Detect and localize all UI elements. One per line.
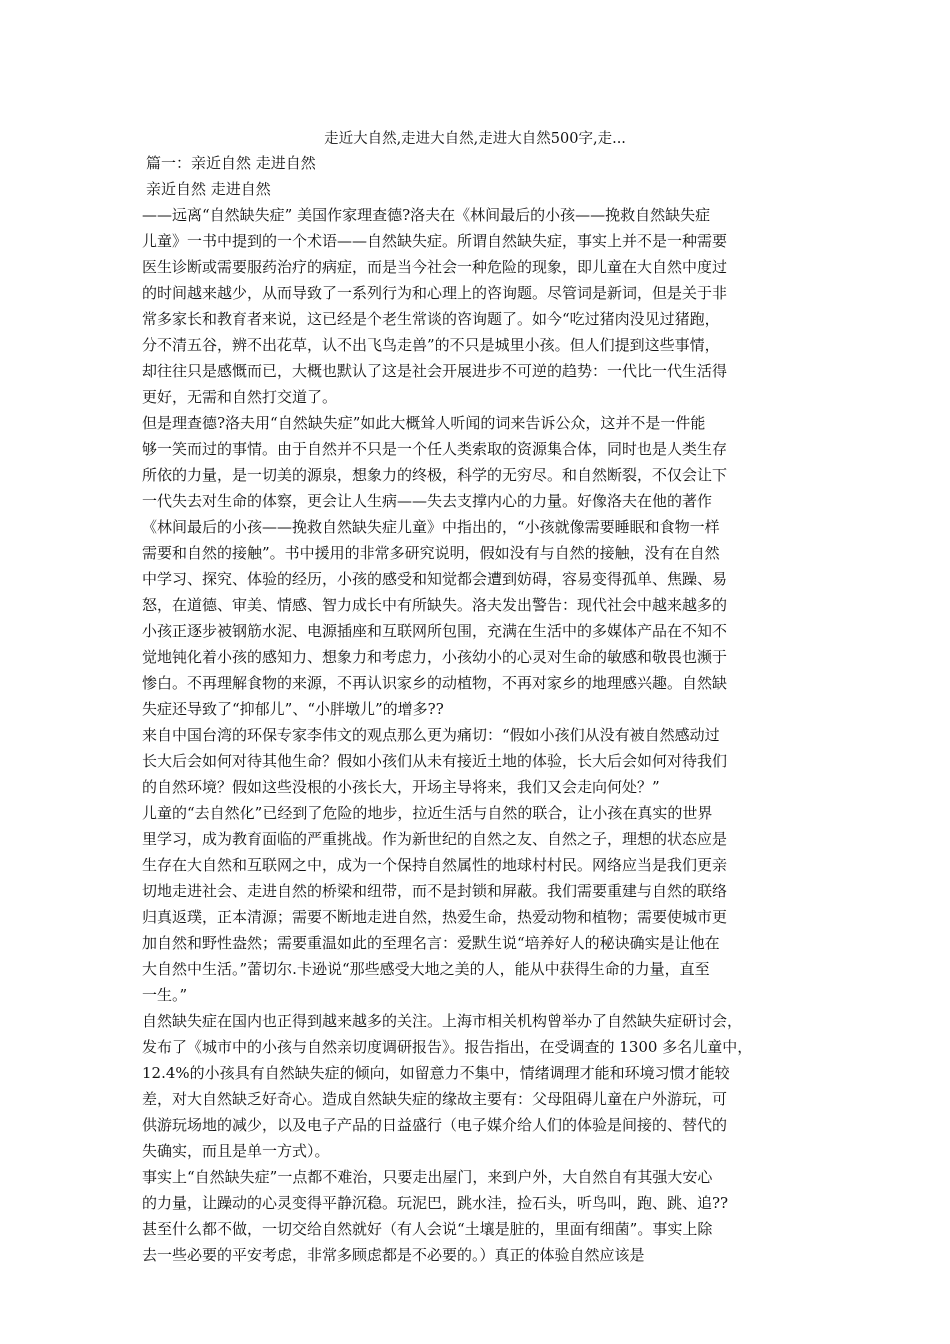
body-line: 一代失去对生命的体察，更会让人生病——失去支撑内心的力量。好像洛夫在他的著作 [142, 492, 713, 510]
body-line: 儿童的“去自然化”已经到了危险的地步，拉近生活与自然的联合，让小孩在真实的世界 [142, 804, 713, 822]
body-line: 归真返璞，正本清源；需要不断地走进自然，热爱生命，热爱动物和植物；需要使城市更 [142, 908, 728, 926]
document-body [142, 150, 842, 1268]
body-line: 长大后会如何对待其他生命？假如小孩们从未有接近土地的体验，长大后会如何对待我们 [142, 752, 728, 770]
body-line: 差，对大自然缺乏好奇心。造成自然缺失症的缘故主要有：父母阻碍儿童在户外游玩，可 [142, 1090, 728, 1108]
body-line: 却往往只是感慨而已，大概也默认了这是社会开展进步不可逆的趋势：一代比一代生活得 [142, 362, 728, 380]
body-line: 大自然中生活。”蕾切尔.卡逊说“那些感受大地之美的人，能从中获得生命的力量，直至 [142, 960, 710, 978]
body-line: 的力量，让躁动的心灵变得平静沉稳。玩泥巴，跳水洼，捡石头，听鸟叫，跑、跳、追?? [142, 1194, 729, 1212]
body-line: 惨白。不再理解食物的来源，不再认识家乡的动植物，不再对家乡的地理感兴趣。自然缺 [142, 674, 728, 692]
body-line: 来自中国台湾的环保专家李伟文的观点那么更为痛切：“假如小孩们从没有被自然感动过 [142, 726, 720, 744]
body-line: 更好，无需和自然打交道了。 [142, 388, 338, 406]
document-title: 走近大自然,走进大自然,走进大自然500字,走... [324, 131, 626, 147]
body-line: 切地走进社会、走进自然的桥梁和纽带，而不是封锁和屏蔽。我们需要重建与自然的联络 [142, 882, 728, 900]
body-line: 分不清五谷，辨不出花草，认不出飞鸟走兽”的不只是城里小孩。但人们提到这些事情， [142, 336, 720, 354]
body-line: 中学习、探究、体验的经历，小孩的感受和知觉都会遭到妨碍，容易变得孤单、焦躁、易 [142, 570, 728, 588]
body-line: 事实上“自然缺失症”一点都不难治，只要走出屋门，来到户外，大自然自有其强大安心 [142, 1168, 713, 1186]
body-line: 但是理查德?洛夫用“自然缺失症”如此大概耸人听闻的词来告诉公众，这并不是一件能 [142, 414, 706, 432]
body-line: 一生。” [142, 986, 188, 1004]
body-line: 怒，在道德、审美、情感、智力成长中有所缺失。洛夫发出警告：现代社会中越来越多的 [142, 596, 728, 614]
body-line: 自然缺失症在国内也正得到越来越多的关注。上海市相关机构曾举办了自然缺失症研讨会， [142, 1012, 743, 1030]
body-line: 《林间最后的小孩——挽救自然缺失症儿童》中指出的，“小孩就像需要睡眠和食物一样 [142, 518, 720, 536]
body-line: 里学习，成为教育面临的严重挑战。作为新世纪的自然之友、自然之子，理想的状态应是 [142, 830, 728, 848]
body-line: 的时间越来越少，从而导致了一系列行为和心理上的咨询题。尽管词是新词，但是关于非 [142, 284, 728, 302]
body-line: 生存在大自然和互联网之中，成为一个保持自然属性的地球村村民。网络应当是我们更亲 [142, 856, 728, 874]
body-line: ——远离“自然缺失症” 美国作家理查德?洛夫在《林间最后的小孩——挽救自然缺失症 [142, 206, 711, 224]
body-line: 12.4%的小孩具有自然缺失症的倾向，如留意力不集中，情绪调理才能和环境习惯才能较 [142, 1064, 730, 1082]
body-line: 儿童》一书中提到的一个术语——自然缺失症。所谓自然缺失症，事实上并不是一种需要 [142, 232, 728, 250]
body-line: 的自然环境？假如这些没根的小孩长大，开场主导将来，我们又会走向何处？” [142, 778, 660, 796]
body-line: 加自然和野性盎然；需要重温如此的至理名言：爱默生说“培养好人的秘诀确实是让他在 [142, 934, 720, 952]
body-line: 供游玩场地的减少，以及电子产品的日益盛行（电子媒介给人们的体验是间接的、替代的 [142, 1116, 728, 1134]
body-line: 需要和自然的接触”。书中援用的非常多研究说明，假如没有与自然的接触，没有在自然 [142, 544, 720, 562]
body-line: 失症还导致了“抑郁儿”、“小胖墩儿”的增多?? [142, 700, 444, 718]
body-line: 发布了《城市中的小孩与自然亲切度调研报告》。报告指出，在受调查的 1300 多名儿童中， [142, 1038, 753, 1056]
body-line: 甚至什么都不做，一切交给自然就好（有人会说“土壤是脏的，里面有细菌”。事实上除 [142, 1220, 713, 1238]
body-line: 觉地钝化着小孩的感知力、想象力和考虑力，小孩幼小的心灵对生命的敏感和敬畏也濒于 [142, 648, 728, 666]
section-heading: 篇一：亲近自然 走进自然 [146, 154, 316, 172]
body-line: 够一笑而过的事情。由于自然并不只是一个任人类索取的资源集合体，同时也是人类生存 [142, 440, 728, 458]
body-line: 常多家长和教育者来说，这已经是个老生常谈的咨询题了。如今“吃过猪肉没见过猪跑， [142, 310, 720, 328]
article-title: 亲近自然 走进自然 [146, 180, 271, 198]
body-line: 去一些必要的平安考虑，非常多顾虑都是不必要的。）真正的体验自然应该是 [142, 1246, 645, 1264]
body-line: 小孩正逐步被钢筋水泥、电源插座和互联网所包围，充满在生活中的多媒体产品在不知不 [142, 622, 728, 640]
body-line: 失确实，而且是单一方式）。 [142, 1142, 330, 1160]
paragraph-lines [142, 202, 842, 1268]
body-line: 所依的力量，是一切美的源泉，想象力的终极，科学的无穷尽。和自然断裂，不仅会让下 [142, 466, 728, 484]
body-line: 医生诊断或需要服药治疗的病症，而是当今社会一种危险的现象，即儿童在大自然中度过 [142, 258, 728, 276]
